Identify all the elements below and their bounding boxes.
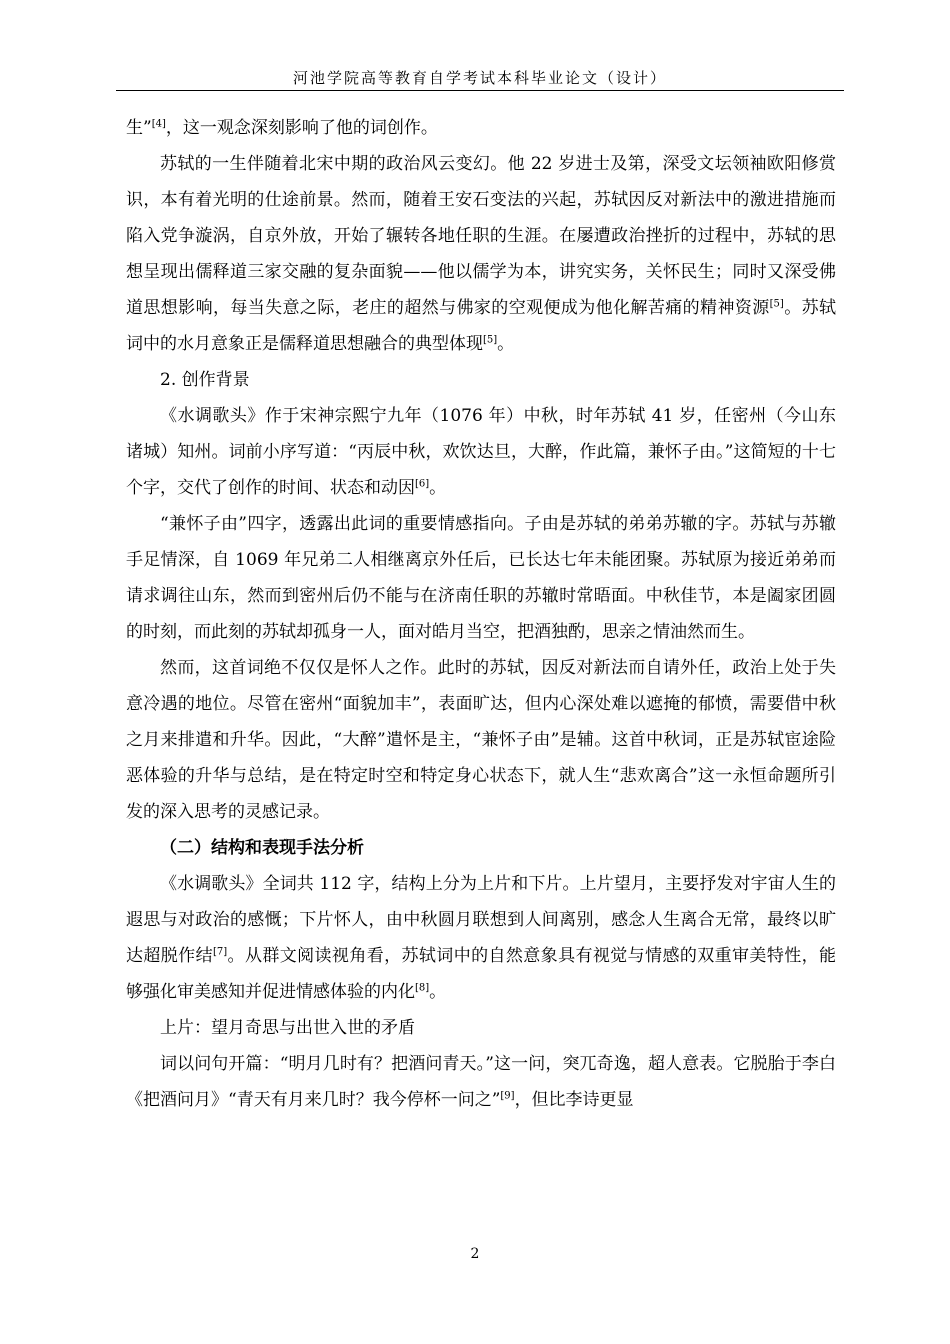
paragraph xyxy=(126,866,836,1010)
text-run: 2. 创作背景 xyxy=(160,370,250,390)
text-run: 。 xyxy=(429,478,447,498)
citation-mark: [6] xyxy=(415,478,430,490)
text-run: 。从群文阅读视角看，苏轼词中的自然意象具有视觉与情感的双重审美特性，能够强化审美感知并促进情感体验的内化 xyxy=(126,946,837,1002)
paragraph xyxy=(126,1046,836,1118)
text-run: 。 xyxy=(497,334,515,354)
page-number: 2 xyxy=(470,1246,480,1262)
header-rule xyxy=(116,90,844,91)
text-run: 《水调歌头》全词共 112 字，结构上分为上片和下片。上片望月，主要抒发对宇宙人生的遐思与对政治的感慨；下片怀人，由中秋圆月联想到人间离别，感念人生离合无常，最终以旷达超脱作结 xyxy=(126,874,836,966)
text-run: 。 xyxy=(429,982,447,1002)
text-run: 苏轼的一生伴随着北宋中期的政治风云变幻。他 22 岁进士及第，深受文坛领袖欧阳修赏识，本有着光明的仕途前景。然而，随着王安石变法的兴起，苏轼因反对新法中的激进措施而陷入党争漩涡，自京外放，开始了辗转各地任职的生涯。在屡遭政治挫折的过程中，苏轼的思想呈现出儒释道三家交融的复杂面貌——他以儒学为本，讲究实务，关怀民生；同时又深受佛道思想影响，每当失意之际，老庄的超然与佛家的空观便成为他化解苦痛的精神资源 xyxy=(126,154,836,318)
paragraph xyxy=(126,362,836,398)
paragraph xyxy=(126,506,836,650)
text-run: ，但比李诗更显 xyxy=(514,1090,634,1110)
citation-mark: [5] xyxy=(769,298,784,310)
citation-mark: [8] xyxy=(415,982,430,994)
text-run: 。苏轼词中的水月意象正是儒释道思想融合的典型体现 xyxy=(126,298,836,354)
running-header: 河池学院高等教育自学考试本科毕业论文（设计） xyxy=(292,69,667,87)
text-run: “兼怀子由”四字，透露出此词的重要情感指向。子由是苏轼的弟弟苏辙的字。苏轼与苏辙手足情深，自 1069 年兄弟二人相继离京外任后，已长达七年未能团聚。苏轼原为接近弟弟而请求调往山东，然而到密州后仍不能与在济南任职的苏辙时常晤面。中秋佳节，本是阖家团圆的时刻，而此刻的苏轼却孤身一人，面对皓月当空，把酒独酌，思亲之情油然而生。 xyxy=(126,514,836,642)
citation-mark: [4] xyxy=(151,118,166,130)
paragraph xyxy=(126,146,836,362)
citation-mark: [7] xyxy=(212,946,228,958)
text-run: （二）结构和表现手法分析 xyxy=(160,838,364,858)
paragraph xyxy=(126,110,836,146)
text-run: ，这一观念深刻影响了他的词创作。 xyxy=(165,118,438,138)
citation-mark: [5] xyxy=(483,334,498,346)
paragraph xyxy=(126,1010,836,1046)
section-heading xyxy=(126,830,836,866)
text-run: 然而，这首词绝不仅仅是怀人之作。此时的苏轼，因反对新法而自请外任，政治上处于失意冷遇的地位。尽管在密州“面貌加丰”，表面旷达，但内心深处难以遮掩的郁愤，需要借中秋之月来排遣和升华。因此，“大醉”遣怀是主，“兼怀子由”是辅。这首中秋词，正是苏轼宦途险恶体验的升华与总结，是在特定时空和特定身心状态下，就人生“悲欢离合”这一永恒命题所引发的深入思考的灵感记录。 xyxy=(126,658,836,822)
text-run: 词以问句开篇：“明月几时有？把酒问青天。”这一问，突兀奇逸，超人意表。它脱胎于李白《把酒问月》“青天有月来几时？我今停杯一问之” xyxy=(126,1054,836,1110)
text-run: 《水调歌头》作于宋神宗熙宁九年（1076 年）中秋，时年苏轼 41 岁，任密州（今山东诸城）知州。词前小序写道：“丙辰中秋，欢饮达旦，大醉，作此篇，兼怀子由。”这简短的十七个字，交代了创作的时间、状态和动因 xyxy=(126,406,836,498)
text-run: 生” xyxy=(126,118,152,138)
paragraph xyxy=(126,650,836,830)
text-run: 上片：望月奇思与出世入世的矛盾 xyxy=(160,1018,415,1038)
paragraph xyxy=(126,398,836,506)
body-text xyxy=(126,110,836,1118)
citation-mark: [9] xyxy=(500,1090,515,1102)
